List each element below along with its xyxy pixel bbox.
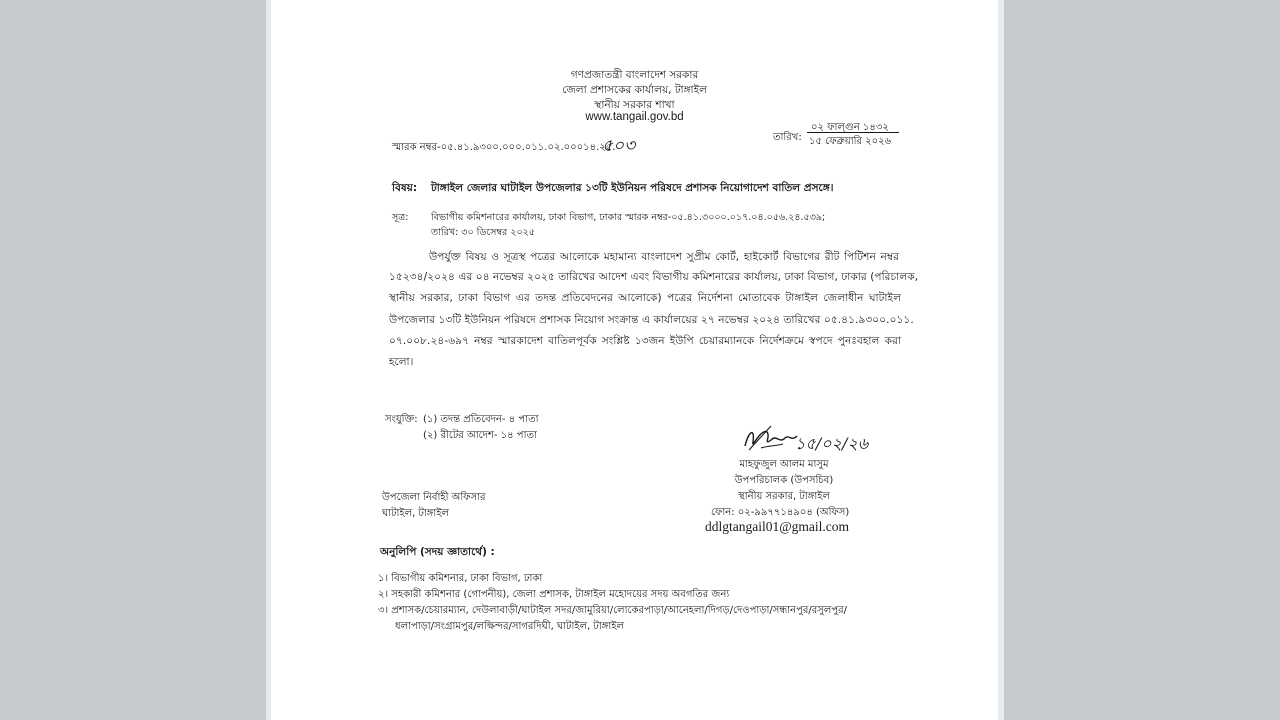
subject-label: বিষয়: (392, 182, 418, 194)
copy-item-2: ২। সহকারী কমিশনার (গোপনীয়), জেলা প্রশাসক, টাঙ্গাইল মহোদয়ের সদয় অবগতির জন্য (378, 589, 730, 600)
signatory-designation: উপপরিচালক (উপসচিব) (734, 475, 834, 486)
attachments-label: সংযুক্তি: (385, 414, 418, 425)
signatory-office: স্থানীয় সরকার, টাঙ্গাইল (738, 491, 830, 502)
header-office: জেলা প্রশাসকের কার্যালয়, টাঙ্গাইল (562, 84, 707, 96)
header-govt: গণপ্রজাতন্ত্রী বাংলাদেশ সরকার (570, 69, 699, 81)
body-line-5: ০৭.০০৮.২৪-৬৯৭ নম্বর স্মারকাদেশ বাতিলপূর্বক সংশ্লিষ্ট ১৩জন ইউপি চেয়ারম্যানকে নির্দেশক্রমে স্বপদে পুনঃবহাল করা (389, 335, 901, 347)
body-line-4: উপজেলার ১৩টি ইউনিয়ন পরিষদে প্রশাসক নিয়োগ সংক্রান্ত এ কার্যালয়ের ২৭ নভেম্বর ২০২৪ তারিখের ০৫.৪১.৯৩০০.০১১. (389, 314, 914, 326)
attachment-1: (১) তদন্ত প্রতিবেদন- ৪ পাতা (423, 414, 539, 425)
signature-date: ১৫/০২/২৬ (795, 434, 869, 453)
header-website[interactable]: www.tangail.gov.bd (585, 111, 684, 123)
body-line-3: স্থানীয় সরকার, ঢাকা বিভাগ এর তদন্ত প্রতিবেদনের আলোকে) পত্রের নির্দেশনা মোতাবেক টাঙ্গাইল জেলাধীন ঘাটাইল (389, 292, 901, 304)
date-label: তারিখ: (773, 132, 802, 143)
memo-number-handwritten: ৫০৩ (602, 136, 636, 156)
attachment-2: (২) রীটের আদেশ- ১৪ পাতা (423, 430, 537, 441)
body-line-2: ১৫২৩৪/২০২৪ এর ০৪ নভেম্বর ২০২৫ তারিখের আদেশ এবং বিভাগীয় কমিশনারের কার্যালয়, ঢাকা বিভাগ, ঢাকার (পরিচালক, (389, 271, 919, 283)
recipient-title: উপজেলা নির্বাহী অফিসার (382, 492, 486, 503)
header-branch: স্থানীয় সরকার শাখা (594, 99, 675, 111)
reference-line2: তারিখ: ৩০ ডিসেম্বর ২০২৫ (431, 227, 535, 238)
date-english: ১৫ ফেব্রুয়ারি ২০২৬ (809, 136, 892, 147)
date-divider (807, 132, 899, 133)
recipient-place: ঘাটাইল, টাঙ্গাইল (382, 508, 449, 519)
body-line-1: উপর্যুক্ত বিষয় ও সূত্রস্থ পত্রের আলোকে মহামান্য বাংলাদেশ সুপ্রীম কোর্ট, হাইকোর্ট বিভাগের রীট পিটিশন নম্বর (429, 251, 899, 263)
date-bangla: ০২ ফাল্গুন ১৪৩২ (811, 122, 889, 133)
signature-scribble (741, 420, 801, 454)
reference-line1: বিভাগীয় কমিশনারের কার্যালয়, ঢাকা বিভাগ, ঢাকার স্মারক নম্বর-০৫.৪১.৩০০০.০১৭.০৪.০৫৬.২৪.৫৩৯; (431, 212, 826, 223)
copy-item-3-continued: ধলাপাড়া/সংগ্রামপুর/লক্ষিন্দর/সাগরদিঘী, ঘাটাইল, টাঙ্গাইল (395, 621, 624, 632)
copy-item-1: ১। বিভাগীয় কমিশনার, ঢাকা বিভাগ, ঢাকা (378, 573, 543, 584)
signatory-name: মাহফুজুল আলম মাসুম (739, 459, 829, 470)
copy-item-3: ৩। প্রশাসক/চেয়ারম্যান, দেউলাবাড়ী/ঘাটাইল সদর/জামুরিয়া/লোকেরপাড়া/আনেহলা/দিগড়/দেওপাড়া/সন্ধানপুর/রসুলপুর/ (378, 605, 847, 616)
document-page (271, 0, 998, 720)
memo-number: স্মারক নম্বর-০৫.৪১.৯৩০০.০০০.০১১.০২.০০০১৪.২৫. (392, 142, 616, 153)
reference-label: সূত্র: (392, 212, 409, 223)
signatory-phone: ফোন: ০২-৯৯৭৭১৪৯০৪ (অফিস) (711, 507, 850, 518)
signatory-email[interactable]: ddlgtangail01@gmail.com (705, 519, 850, 534)
subject-text: টাঙ্গাইল জেলার ঘাটাইল উপজেলার ১৩টি ইউনিয়ন পরিষদে প্রশাসক নিয়োগাদেশ বাতিল প্রসঙ্গে। (431, 182, 834, 194)
body-line-6: হলো। (389, 356, 414, 368)
copies-heading: অনুলিপি (সদয় জ্ঞাতার্থে) : (380, 546, 495, 558)
